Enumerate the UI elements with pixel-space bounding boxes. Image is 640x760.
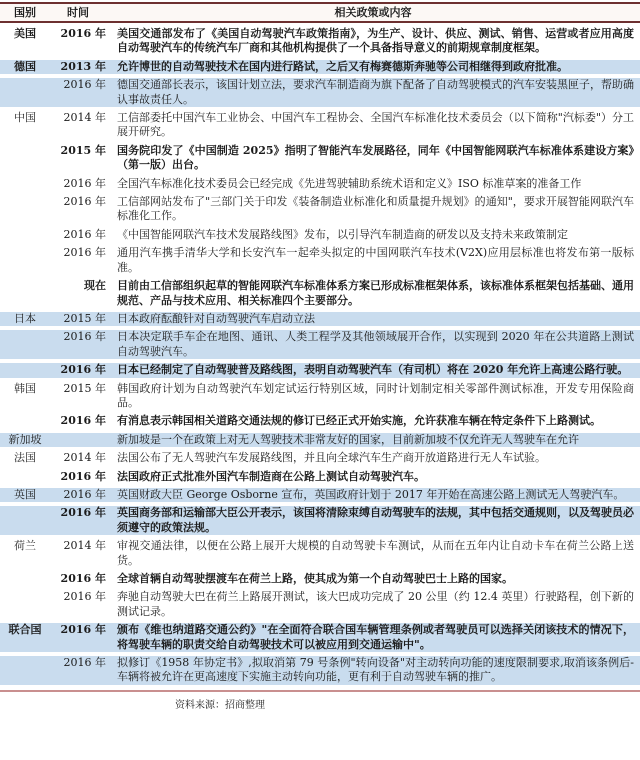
policy-text-cell: 英国财政大臣 George Osborne 宣布，英国政府计划于 2017 年开始在高速公路上测试无人驾驶汽车。 xyxy=(117,487,625,501)
time-cell: 2016 年 xyxy=(60,469,106,483)
time-cell: 2016 年 xyxy=(63,487,106,501)
country-cell xyxy=(0,177,50,191)
country-cell xyxy=(0,506,50,535)
time-cell: 2014 年 xyxy=(63,539,106,553)
policy-text-cell: 全球首辆自动驾驶摆渡车在荷兰上路，使其成为第一个自动驾驶巴士上路的国家。 xyxy=(117,572,513,585)
time-cell: 2014 年 xyxy=(63,111,106,125)
time-cell: 2016 年 xyxy=(63,176,106,190)
country-cell: 德国 xyxy=(14,59,36,73)
policy-row xyxy=(0,228,640,242)
policy-text-cell: 法国政府正式批准外国汽车制造商在公路上测试自动驾驶汽车。 xyxy=(117,469,425,483)
policy-row xyxy=(0,312,640,326)
policy-text-cell: 通用汽车携手清华大学和长安汽车一起牵头拟定的中国网联汽车技术(V2X)应用层标准也将发布第一版标准。 xyxy=(117,246,634,274)
time-cell xyxy=(50,433,106,447)
policy-text-cell: 拟修订《1958 年协定书》,拟取消第 79 号条例"转向设备"对主动转向功能的速度限制要求,取消该条例后-车辆将被允许在更高速度下实施主动转向功能，更有利于自动驾驶车辆的推广。 xyxy=(117,656,634,684)
policy-row xyxy=(0,60,640,74)
policy-text-cell: 英国商务部和运输部大臣公开表示，该国将清除束缚自动驾驶车的法规，其中包括交通规则，以及驾驶员必须遵守的政策法规。 xyxy=(117,506,634,534)
country-cell xyxy=(0,590,50,619)
time-cell: 2016 年 xyxy=(63,246,106,260)
watermark-site-text: zhidx.com xyxy=(552,739,636,754)
policy-row xyxy=(0,414,640,428)
time-cell: 2016 年 xyxy=(63,227,106,241)
country-cell xyxy=(0,195,50,224)
policy-row xyxy=(0,451,640,465)
country-cell xyxy=(0,78,50,107)
country-cell: 日本 xyxy=(14,311,36,325)
time-cell: 2016 年 xyxy=(63,656,106,670)
policy-text-cell: 工信部网站发布了"三部门关于印发《装备制造业标准化和质量提升规划》的通知"，要求开展智能网联汽车标准化工作。 xyxy=(117,195,634,223)
table-body xyxy=(0,23,640,692)
source-note: 资料来源：招商整理 xyxy=(175,699,265,711)
country-cell: 新加坡 xyxy=(8,432,42,446)
policy-row xyxy=(0,195,640,224)
country-cell: 荷兰 xyxy=(14,539,36,553)
header-country: 国别 xyxy=(14,6,36,19)
policy-row xyxy=(0,539,640,568)
policy-row xyxy=(0,27,640,56)
time-cell: 2016 年 xyxy=(60,414,106,428)
time-cell: 2016 年 xyxy=(60,572,106,585)
time-cell: 2016 年 xyxy=(60,27,106,40)
policy-text-cell: 韩国政府计划为自动驾驶汽车划定试运行特别区域，同时计划制定相关零部件测试标准，开发专用保险商品。 xyxy=(117,381,634,409)
policy-text-cell: 允许博世的自动驾驶技术在国内进行路试，之后又有梅赛德斯奔驰等公司相继得到政府批准。 xyxy=(117,59,568,73)
header-content: 相关政策或内容 xyxy=(334,6,412,19)
policy-text-cell: 美国交通部发布了《美国自动驾驶汽车政策指南》，为生产、设计、供应、测试、销售、运营或者应用高度自动驾驶汽车的传统汽车厂商和其他机构提供了一个具备指导意义的前期规章制度框架。 xyxy=(117,27,634,55)
policy-text-cell: 目前由工信部组织起草的智能网联汽车标准体系方案已形成标准框架体系，该标准体系框架包括基础、通用规范、产品与技术应用、相关标准四个主要部分。 xyxy=(117,279,634,307)
policy-row xyxy=(0,279,640,308)
time-cell: 2016 年 xyxy=(63,330,106,344)
policy-row xyxy=(0,144,640,173)
policy-row xyxy=(0,177,640,191)
policy-text-cell: 《中国智能网联汽车技术发展路线图》发布，以引导汽车制造商的研发以及支持未来政策制定 xyxy=(117,227,568,241)
country-cell xyxy=(0,246,50,275)
country-cell xyxy=(0,656,50,685)
policy-row xyxy=(0,506,640,535)
policy-row xyxy=(0,572,640,586)
policy-row xyxy=(0,623,640,652)
policy-row xyxy=(0,111,640,140)
policy-text-cell: 全国汽车标准化技术委员会已经完成《先进驾驶辅助系统术语和定义》ISO 标准草案的准备工作 xyxy=(117,176,582,190)
time-cell: 2013 年 xyxy=(60,59,106,73)
policy-row xyxy=(0,330,640,359)
time-cell: 2016 年 xyxy=(60,506,106,520)
country-cell xyxy=(0,144,50,173)
country-cell xyxy=(0,414,50,428)
policy-row xyxy=(0,382,640,411)
policy-row xyxy=(0,433,640,447)
country-cell xyxy=(0,363,50,377)
country-cell: 韩国 xyxy=(14,381,36,395)
time-cell: 2016 年 xyxy=(63,590,106,604)
country-cell xyxy=(0,330,50,359)
policy-row xyxy=(0,246,640,275)
time-cell: 现在 xyxy=(84,279,106,293)
time-cell: 2015 年 xyxy=(60,143,106,157)
policy-row xyxy=(0,590,640,619)
policy-text-cell: 德国交通部长表示，该国计划立法，要求汽车制造商为旗下配备了自动驾驶模式的汽车安装黑匣子，帮助确认事故责任人。 xyxy=(117,78,634,106)
policy-text-cell: 法国公布了无人驾驶汽车发展路线图，并且向全球汽车生产商开放道路进行无人车试验。 xyxy=(117,451,546,465)
time-cell: 2014 年 xyxy=(63,451,106,465)
header-time: 时间 xyxy=(67,6,89,19)
zhidx-logo-icon: 智东西 xyxy=(559,705,629,738)
policy-row xyxy=(0,78,640,107)
time-cell: 2015 年 xyxy=(63,381,106,395)
policy-text-cell: 日本政府酝酿针对自动驾驶汽车启动立法 xyxy=(117,311,315,325)
watermark xyxy=(553,705,636,754)
time-cell: 2016 年 xyxy=(60,623,106,637)
country-cell: 中国 xyxy=(14,111,36,125)
policy-row xyxy=(0,363,640,377)
country-cell xyxy=(0,470,50,484)
policy-text-cell: 颁布《维也纳道路交通公约》"在全面符合联合国车辆管理条例或者驾驶员可以选择关闭该技术的情况下，将驾驶车辆的职责交给自动驾驶技术可以被应用到交通运输中"。 xyxy=(117,623,634,651)
time-cell: 2016 年 xyxy=(63,195,106,209)
country-cell: 法国 xyxy=(14,451,36,465)
policy-row xyxy=(0,656,640,685)
policy-row xyxy=(0,470,640,484)
policy-text-cell: 工信部委托中国汽车工业协会、中国汽车工程协会、全国汽车标准化技术委员会（以下简称"汽标委"）分工展开研究。 xyxy=(117,111,634,139)
country-cell: 美国 xyxy=(14,27,36,40)
policy-row xyxy=(0,488,640,502)
policy-text-cell: 日本决定联手车企在地图、通讯、人类工程学及其他领域展开合作，以实现到 2020 年在公共道路上测试自动驾驶汽车。 xyxy=(117,330,634,358)
policy-text-cell: 日本已经制定了自动驾驶普及路线图，表明自动驾驶汽车（有司机）将在 2020 年允许上高速公路行驶。 xyxy=(117,363,629,377)
country-cell xyxy=(0,279,50,308)
policy-text-cell: 奔驰自动驾驶大巴在荷兰上路展开测试，该大巴成功完成了 20 公里（约 12.4 英里）行驶路程，创下新的测试记录。 xyxy=(117,590,634,618)
policy-text-cell: 审视交通法律，以便在公路上展开大规模的自动驾驶卡车测试，从而在五年内让自动卡车在荷兰公路上送货。 xyxy=(117,539,634,567)
policy-text-cell: 国务院印发了《中国制造 2025》指明了智能汽车发展路径，同年《中国智能网联汽车标准体系建设方案》（第一版）出台。 xyxy=(117,143,634,172)
policy-text-cell: 有消息表示韩国相关道路交通法规的修订已经正式开始实施，允许获准车辆在特定条件下上路测试。 xyxy=(117,414,601,428)
country-cell xyxy=(0,572,50,586)
time-cell: 2016 年 xyxy=(63,78,106,92)
table-header-row xyxy=(0,2,640,23)
country-cell: 英国 xyxy=(14,487,36,501)
country-cell: 联合国 xyxy=(8,623,42,637)
policy-text-cell: 新加坡是一个在政策上对无人驾驶技术非常友好的国家，目前新加坡不仅允许无人驾驶车在允许 xyxy=(117,432,579,446)
time-cell: 2015 年 xyxy=(63,311,106,325)
time-cell: 2016 年 xyxy=(60,363,106,377)
country-cell xyxy=(0,228,50,242)
